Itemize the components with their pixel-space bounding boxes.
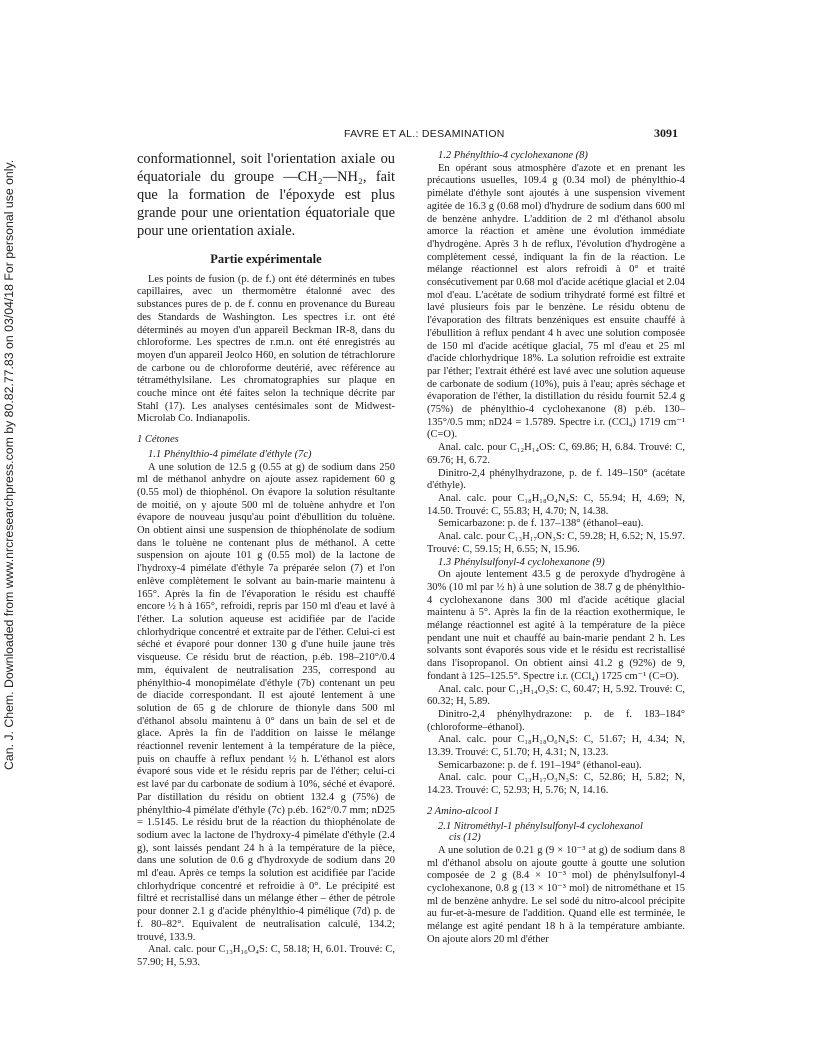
procedure-paragraph-1-2: En opérant sous atmosphère d'azote et en prenant les précautions usuelles, 109.4 g (0.34 mol) de phénylthio-4 pimélate d'éthyle sont ajoutés à une suspension vivement agitée de 16.3 g (0.68 mol) d'hydrure de sodium dans 600 ml de benzène anhydre. L'addition de 2 ml d'éthanol absolu amorce la réaction et amène une évolution immédiate d'hydrogène. Après 3 h de reflux, l'évolution d'hydrogène a complètement cessé, indiquant la fin de la réaction. Le mélange réactionnel est alors refroidi à 0° et traité consécutivement par 0.68 mol d'acide acétique glacial et 2.04 mol d'eau. L'acétate de sodium trihydraté formé est filtré et lavé plusieurs fois par le benzène. Le résidu obtenu de l'évaporation des filtrats benzéniques est ensuite chauffé à l'ébullition à reflux pendant 4 h avec une solution composée de 150 ml d'acide acétique glacial, 75 ml d'eau et 25 ml d'acide chlorhydrique 18%. La solution refroidie est extraite par l'éther; l'extrait éthéré est lavé avec une solution aqueuse de carbonate de sodium (10%), puis à l'eau; après séchage et évaporation de l'éther, la distillation du résidu fournit 52.4 g (75%) de phénylthio-4 cyclohexanone (8) p.éb. 130–135°/0.5 mm; nD24 = 1.5789. Spectre i.r. (CCl₄) 1719 cm⁻¹ (C=O). — [427, 162, 685, 441]
left-column — [137, 150, 395, 970]
subsection-title-1-3: 1.3 Phénylsulfonyl-4 cyclohexanone (9) — [438, 556, 605, 568]
intro-paragraph: conformationnel, soit l'orientation axiale ou équatoriale du groupe —CH₂—NH₂, fait que la formation de l'époxyde est plus grande pour une orientation équatoriale que pour une orientation axiale. — [137, 151, 395, 239]
right-column — [427, 150, 685, 947]
subsection-title-2-1: 2.1 Nitrométhyl-1 phénylsulfonyl-4 cyclohexanol — [438, 820, 643, 832]
analysis-paragraph-1-1: Anal. calc. pour C₁₃H₁₆O₄S: C, 58.18; H, 6.01. Trouvé: C, 57.90; H, 5.93. — [137, 944, 395, 968]
section-title-cetones: 1 Cétones — [137, 434, 179, 446]
derivative-paragraph-1-2a: Dinitro-2,4 phénylhydrazone, p. de f. 149–150° (acétate d'éthyle). — [427, 467, 685, 492]
running-head: FAVRE ET AL.: DESAMINATION — [344, 128, 505, 140]
analysis-paragraph-1-2c: Anal. calc. pour C₁₃H₁₇ON₃S: C, 59.28; H, 6.52; N, 15.97. Trouvé: C, 59.15; H, 6.55; N, 15.96. — [427, 531, 685, 555]
page-number: 3091 — [654, 126, 678, 140]
download-watermark — [2, 159, 36, 770]
derivative-paragraph-1-2b: Semicarbazone: p. de f. 137–138° (éthanol–eau). — [438, 518, 644, 530]
download-watermark-text: Can. J. Chem. Downloaded from www.nrcresearchpress.com by 80.82.77.83 on 03/04/18 For personal use only. — [2, 159, 16, 770]
section-title-amino-alcool: 2 Amino-alcool I — [427, 805, 498, 817]
derivative-paragraph-1-3a: Dinitro-2,4 phénylhydrazone: p. de f. 183–184° (chloroforme–éthanol). — [427, 708, 685, 733]
analysis-paragraph-1-3a: Anal. calc. pour C₁₂H₁₄O₃S: C, 60.47; H, 5.92. Trouvé: C, 60.32; H, 5.89. — [427, 683, 685, 708]
derivative-paragraph-1-3b: Semicarbazone: p. de f. 191–194° (éthanol-eau). — [438, 759, 642, 771]
section-heading: Partie expérimentale — [210, 252, 322, 266]
analysis-paragraph-1-2b: Anal. calc. pour C₁₈H₁₈O₄N₄S: C, 55.94; H, 4.69; N, 14.50. Trouvé: C, 55.83; H, 4.70; N, 14.38. — [427, 492, 685, 517]
analysis-paragraph-1-3c: Anal. calc. pour C₁₃H₁₇O₃N₃S: C, 52.86; H, 5.82; N, 14.23. Trouvé: C, 52.93; H, 5.76; N, 14.16. — [427, 772, 685, 797]
procedure-paragraph-1-1: A une solution de 12.5 g (0.55 at g) de sodium dans 250 ml de méthanol anhydre on ajoute assez rapidement 60 g (0.55 mol) de thiophénol. On évapore la solution résultante de moitié, on y ajoute 500 ml de toluène anhydre et l'on évapore de nouveau jusqu'au point d'ébullition du toluène. On obtient ainsi une suspension de thiophénolate de sodium dans le toluène ne contenant plus de méthanol. A cette suspension on ajoute 101 g (0.55 mol) de la lactone de l'hydroxy-4 pimélate d'éthyle 7a préparée selon (7) et l'on enlève complètement le solvant au bain-marie maintenu à 165°. Après la fin de l'évaporation le résidu est chauffé encore ½ h à 165°, refroidi, repris par 150 ml d'eau et lavé à l'éther. La solution aqueuse est acidifiée par de l'acide chlorhydrique concentré et extraite par de l'éther. Celui-ci est séché et évaporé pour donner 130 g d'une huile jaune très visqueuse. Ce résidu brut de réaction, p.éb. 198–210°/0.4 mm, équivalent de neutralisation 235, correspond au phénylthio-4 monopimélate d'éthyle (7b) contenant un peu de diacide correspondant. Il est ajouté lentement à une solution de 65 g de chlorure de thionyle dans 500 ml d'éthanol absolu maintenu à 0° dans un bain de sel et de glace. Après la fin de l'addition on laisse le mélange réactionnel revenir lentement à la température de la pièce, puis on chauffe à reflux pendant ½ h. L'éthanol est alors évaporé sous vide et le résidu repris par de l'éther; celui-ci est lavé par du carbonate de sodium à 10%, séché et évaporé. Par distillation du résidu on obtient 132.4 g (75%) de phénylthio-4 pimélate d'éthyle (7c) p.éb. 162°/0.7 mm; nD25 = 1.5145. Le résidu brut de la réaction du thiophénolate de sodium avec la lactone de l'hydroxy-4 pimélate d'éthyle (2.4 g), sont laissés pendant 24 h à la température de la pièce, dans une solution de 0.6 g d'hydroxyde de sodium dans 20 ml d'eau. Après ce temps la solution est acidifiée par l'acide chlorhydrique concentré et refroidie à 0°. Le précipité est filtré et recristallisé dans un mélange éther – éther de pétrole pour donner 2.1 g d'acide phénylthio-4 pimélique (7d) p. de f. 80–82°. Equivalent de neutralisation calculé, 134.2; trouvé, 133.9. — [137, 461, 395, 943]
subsection-title-2-1-cont: cis (12) — [449, 832, 481, 844]
general-methods-paragraph: Les points de fusion (p. de f.) ont été déterminés en tubes capillaires, avec un thermomètre étalonné avec des substances pures de p. de f. connu en provenance du Bureau des Standards de Washington. Les spectres i.r. ont été déterminés au moyen d'un appareil Beckman IR-8, dans du chloroforme. Les spectres de r.m.n. ont été enregistrés au moyen d'un appareil Jeolco H60, en solution de tétrachlorure de carbone ou de chloroforme deutérié, avec référence au tétraméthylsilane. Les chromatographies sur plaque en couche mince ont été faites selon la technique décrite par Stahl (17). Les analyses centésimales sont de Midwest-Microlab Co. Indianapolis. — [137, 273, 395, 425]
analysis-paragraph-1-3b: Anal. calc. pour C₁₈H₁₈O₆N₄S: C, 51.67; H, 4.34; N, 13.39. Trouvé: C, 51.70; H, 4.31; N, 13.23. — [427, 734, 685, 759]
subsection-title-1-1: 1.1 Phénylthio-4 pimélate d'éthyle (7c) — [148, 448, 312, 460]
procedure-paragraph-1-3: On ajoute lentement 43.5 g de peroxyde d'hydrogène à 30% (10 ml par ½ h) à une solution de 38.7 g de phénylthio-4 cyclohexanone dans 300 ml d'acide acétique glacial maintenu à 5°. Après la fin de la réaction exothermique, le mélange réactionnel est agité à la température de la pièce pendant une nuit et chauffé au bain-marie pendant 2 h. Les solvants sont évaporés sous vide et le résidu est recristallisé dans l'isopropanol. On obtient ainsi 41.2 g (92%) de 9, fondant à 125–125.5°. Spectre i.r. (CCl₄) 1725 cm⁻¹ (C=O). — [427, 569, 685, 682]
subsection-title-1-2: 1.2 Phénylthio-4 cyclohexanone (8) — [438, 150, 588, 161]
procedure-paragraph-2-1: A une solution de 0.21 g (9 × 10⁻³ at g) de sodium dans 8 ml d'éthanol absolu on ajoute goutte à goutte une solution composée de 2 g (8.4 × 10⁻³ mol) de phénylsulfonyl-4 cyclohexanone, 0.8 g (13 × 10⁻³ mol) de nitrométhane et 15 ml de benzène anhydre. Le sel sodé du nitro-alcool précipite au fur-et-à-mesure de l'addition. Quand elle est terminée, le mélange est agité pendant 18 h à la température ambiante. On ajoute alors 20 ml d'éther — [427, 844, 685, 945]
analysis-paragraph-1-2a: Anal. calc. pour C₁₂H₁₄OS: C, 69.86; H, 6.84. Trouvé: C, 69.76; H, 6.72. — [427, 442, 685, 466]
